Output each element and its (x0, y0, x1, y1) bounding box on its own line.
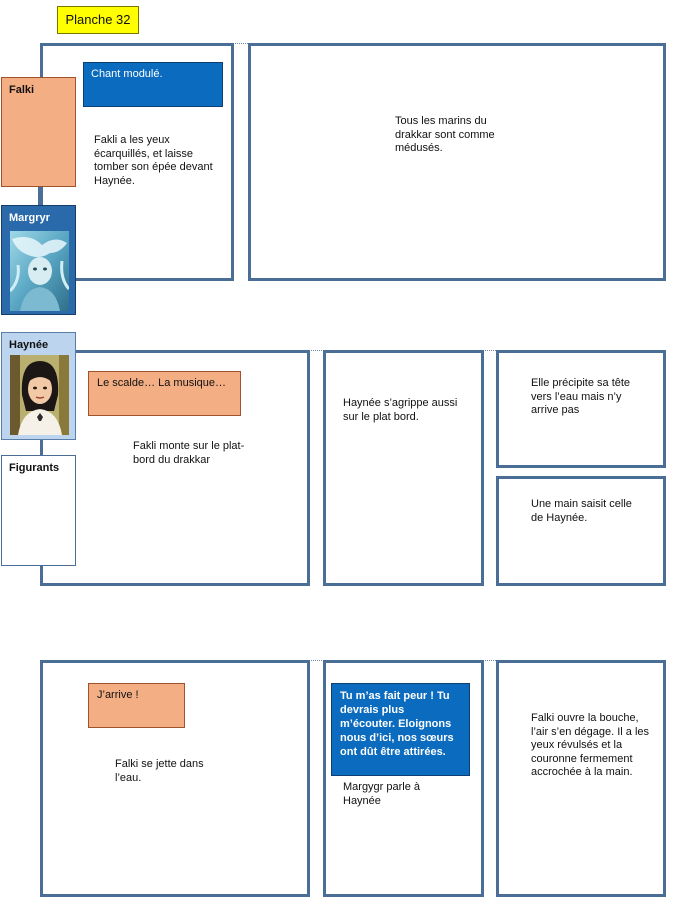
speech-bubble-jarrive: J’arrive ! (88, 683, 185, 728)
panel-2-4[interactable] (496, 476, 666, 586)
character-card-figurants (1, 455, 76, 566)
haynee-portrait (10, 355, 69, 435)
character-name-margryr: Margryr (9, 212, 50, 224)
caption-1-2: Tous les marins du drakkar sont comme médusés. (395, 115, 495, 154)
panel-1-2[interactable] (248, 43, 666, 281)
margryr-portrait (10, 231, 69, 311)
caption-2-2: Haynée s’agrippe aussi sur le plat bord. (343, 397, 458, 423)
character-card-haynee (1, 332, 76, 440)
caption-2-3: Elle précipite sa tête vers l’eau mais n’y arrive pas (531, 377, 631, 416)
caption-3-2: Margygr parle à Haynée (343, 781, 421, 807)
character-card-falki (1, 77, 76, 187)
caption-2-4: Une main saisit celle de Haynée. (531, 498, 632, 524)
caption-3-3: Falki ouvre la bouche, l’air s’en dégage. Il a les yeux révulsés et la couronne fermement accrochée à la main. (531, 712, 650, 778)
character-card-margryr (1, 205, 76, 315)
character-name-haynee: Haynée (9, 339, 49, 351)
speech-bubble-scalde: Le scalde… La musique… (88, 371, 241, 416)
character-name-falki: Falki (9, 84, 35, 96)
caption-3-1: Falki se jette dans l’eau. (115, 758, 204, 784)
connector-falki-margryr (38, 186, 40, 206)
speech-bubble-margygr: Tu m’as fait peur ! Tu devrais plus m’écouter. Eloignons nous d’ici, nos sœurs ont dût être attirées. (331, 683, 470, 776)
panel-2-2[interactable] (323, 350, 484, 586)
speech-bubble-chant: Chant modulé. (83, 62, 223, 107)
page-title: Planche 32 (57, 6, 139, 34)
caption-2-1: Fakli monte sur le plat-bord du drakkar (133, 440, 245, 466)
caption-1-1: Fakli a les yeux écarquillés, et laisse tomber son épée devant Haynée. (94, 134, 213, 187)
character-name-figurants: Figurants (9, 462, 60, 474)
